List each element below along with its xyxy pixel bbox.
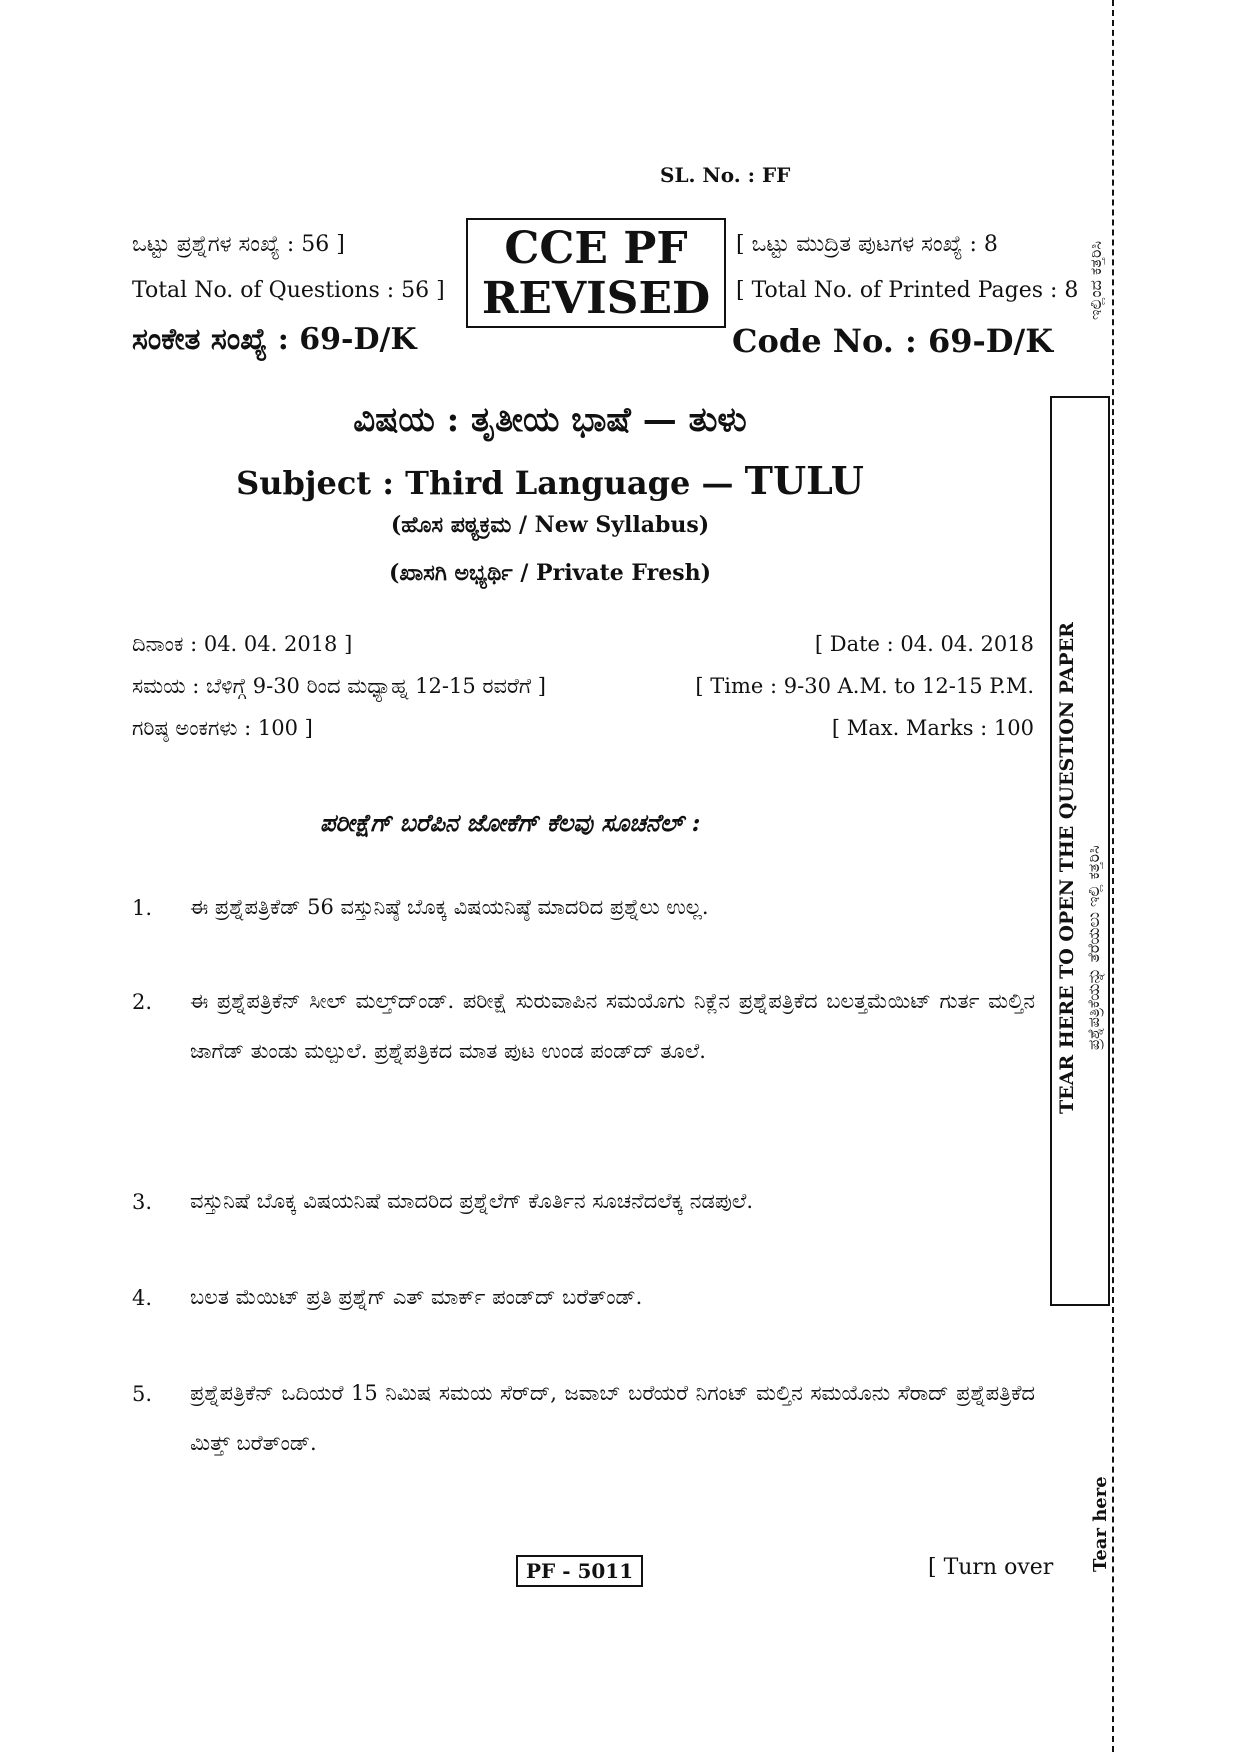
time-en: [ Time : 9-30 A.M. to 12-15 P.M. <box>695 674 1034 698</box>
tear-line <box>1112 0 1114 1752</box>
instruction-number: 5. <box>132 1382 153 1406</box>
tear-instruction-en: TEAR HERE TO OPEN THE QUESTION PAPER <box>1056 622 1078 1114</box>
instruction-number: 1. <box>132 896 153 920</box>
time-kn: ಸಮಯ : ಬೆಳಿಗ್ಗೆ 9-30 ರಿಂದ ಮಧ್ಯಾಹ್ನ 12-15 ರವರೆಗೆ ] <box>132 674 546 698</box>
date-en: [ Date : 04. 04. 2018 <box>814 632 1034 656</box>
instruction-number: 4. <box>132 1286 153 1310</box>
subject-kn: ವಿಷಯ : ತೃತೀಯ ಭಾಷೆ — ತುಳು <box>353 400 747 440</box>
exam-type-line2: REVISED <box>481 273 711 324</box>
instruction-number: 3. <box>132 1190 153 1214</box>
tear-here-label: Tear here <box>1090 1476 1111 1572</box>
instruction-text: ಈ ಪ್ರಶ್ನೆಪತ್ರಿಕೆನ್ ಸೀಲ್ ಮಲ್ತ್‌ದ್‌ಂಡ್. ಪರೀಕ್ಷೆ ಸುರುವಾಪಿನ ಸಮಯೊಗು ನಿಕ್ಲೆನ ಪ್ರಶ್ನೆಪತ್ರಿಕೆದ ಬಲತ್ತಮೆಯಿಟ್ ಗುರ್ತ ಮಲ್ತಿನ ಜಾಗೆಡ್ ತುಂಡು ಮಲ್ಪುಲೆ. ಪ್ರಶ್ನೆಪತ್ರಿಕದ ಮಾತ ಪುಟ ಉಂಡ ಪಂಡ್‌ದ್ ತೂಲೆ. <box>190 989 1035 1063</box>
instruction-text: ಈ ಪ್ರಶ್ನೆಪತ್ರಿಕೆಡ್ 56 ವಸ್ತುನಿಷ್ಠೆ ಬೊಕ್ಕ ವಿಷಯನಿಷ್ಠೆ ಮಾದರಿದ ಪ್ರಶ್ನೆಲು ಉಲ್ಲ. <box>190 895 709 919</box>
cut-here-kn: ಇಲ್ಲಿಂದ ಕತ್ತರಿಸಿ <box>1086 241 1105 320</box>
serial-number: SL. No. : FF <box>660 163 791 187</box>
instructions-heading: ಪರೀಕ್ಷೆಗ್ ಬರೆಪಿನ ಜೋಕೆಗ್ ಕೆಲವು ಸೂಚನೆಲ್ : <box>320 808 701 837</box>
syllabus-label: (ಹೊಸ ಪಠ್ಯಕ್ರಮ / New Syllabus) <box>390 512 710 538</box>
exam-type-line1: CCE PF <box>504 223 688 274</box>
total-pages-en: [ Total No. of Printed Pages : 8 <box>736 278 1079 303</box>
turn-over-label: [ Turn over <box>928 1555 1054 1580</box>
total-questions-en: Total No. of Questions : 56 ] <box>132 278 445 303</box>
instruction-text: ವಸ್ತುನಿಷೆ ಬೊಕ್ಕ ವಿಷಯನಿಷೆ ಮಾದರಿದ ಪ್ರಶ್ನೆಲೆಗ್ ಕೊರ್ತಿನ ಸೂಚನೆದಲೆಕ್ಕ ನಡಪುಲೆ. <box>190 1189 754 1213</box>
subject-en-language: TULU <box>744 458 864 503</box>
code-number-en: Code No. : 69-D/K <box>732 322 1054 360</box>
instruction-text: ಬಲತ ಮೆಯಿಟ್ ಪ್ರತಿ ಪ್ರಶ್ನೆಗ್ ಎತ್ ಮಾರ್ಕ್ ಪಂಡ್‌ದ್ ಬರೆತ್‌ಂಡ್. <box>190 1285 643 1309</box>
total-questions-kn: ಒಟ್ಟು ಪ್ರಶ್ನೆಗಳ ಸಂಖ್ಯೆ : 56 ] <box>132 232 345 257</box>
instruction-number: 2. <box>132 990 153 1014</box>
exam-type-box <box>466 218 726 328</box>
max-marks-en: [ Max. Marks : 100 <box>831 716 1034 740</box>
candidate-type-label: (ಖಾಸಗಿ ಅಭ್ಯರ್ಥಿ / Private Fresh) <box>388 560 712 586</box>
date-kn: ದಿನಾಂಕ : 04. 04. 2018 ] <box>132 632 353 656</box>
subject-en <box>0 458 1100 503</box>
total-pages-kn: [ ಒಟ್ಟು ಮುದ್ರಿತ ಪುಟಗಳ ಸಂಖ್ಯೆ : 8 <box>736 232 998 257</box>
code-number-kn: ಸಂಕೇತ ಸಂಖ್ಯೆ : 69-D/K <box>132 322 417 357</box>
subject-en-prefix: Subject : Third Language — <box>236 464 745 502</box>
tear-instruction-kn: ಪ್ರಶ್ನೆಪತ್ರಿಕೆಯನ್ನು ತೆರೆಯಲು ಇಲ್ಲಿ ಕತ್ತರಿಸಿ <box>1084 845 1103 1050</box>
max-marks-kn: ಗರಿಷ್ಠ ಅಂಕಗಳು : 100 ] <box>132 716 313 740</box>
paper-code: PF - 5011 <box>516 1555 643 1587</box>
instruction-text: ಪ್ರಶ್ನೆಪತ್ರಿಕೆನ್ ಒದಿಯರೆ 15 ನಿಮಿಷ ಸಮಯ ಸೆರ್‌ದ್, ಜವಾಬ್ ಬರೆಯರೆ ನಿಗಂಟ್ ಮಲ್ತಿನ ಸಮಯೊನು ಸೆರಾದ್ ಪ್ರಶ್ನೆಪತ್ರಿಕೆದ ಮಿತ್ತ್ ಬರೆತ್‌ಂಡ್. <box>190 1381 1035 1455</box>
